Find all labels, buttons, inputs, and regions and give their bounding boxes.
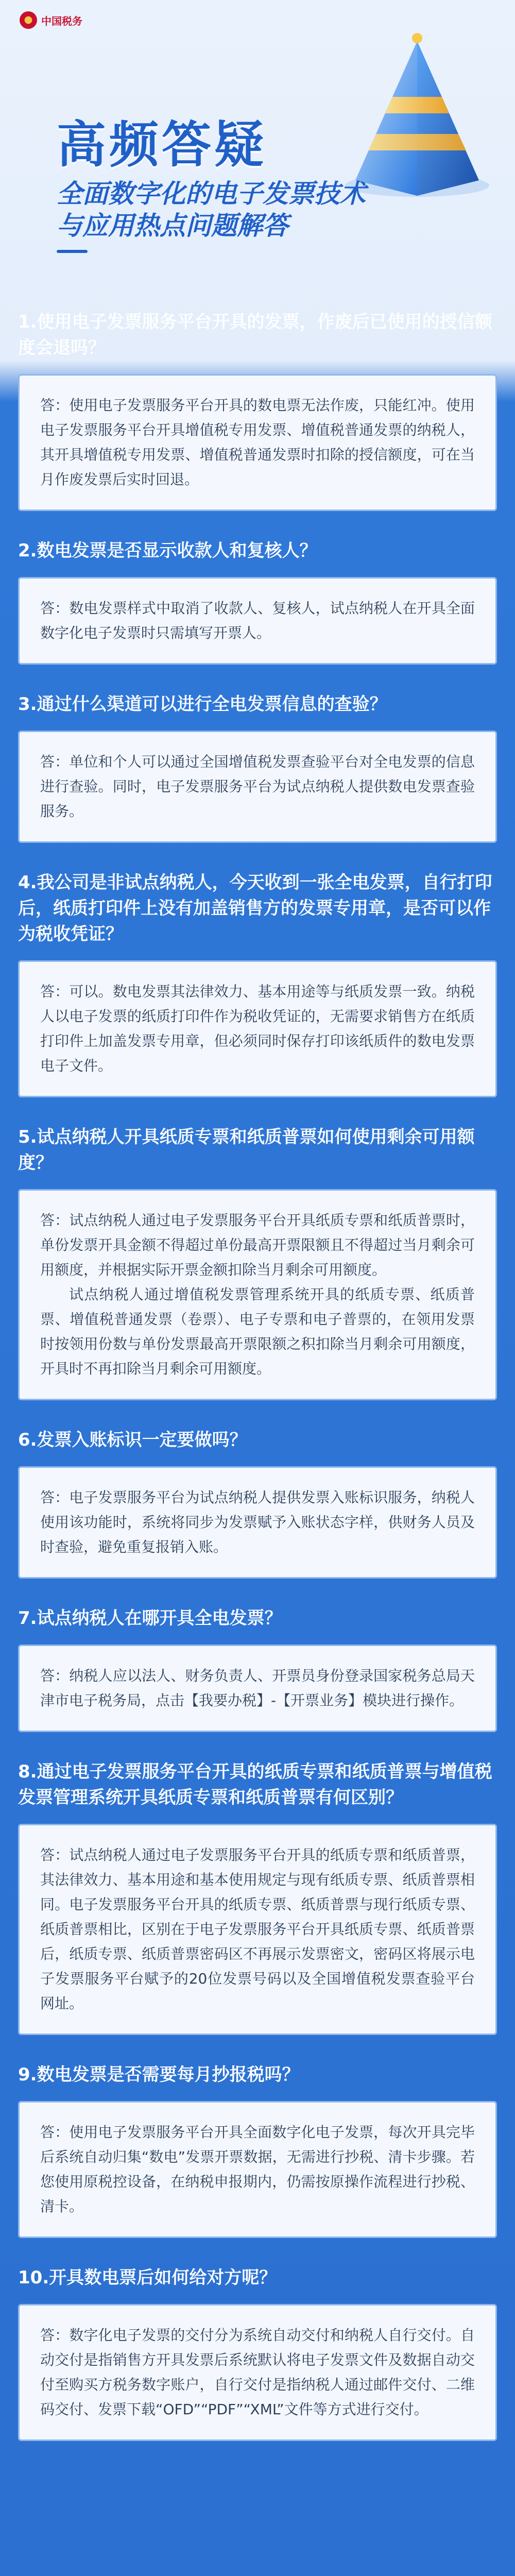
answer-card xyxy=(18,2101,497,2238)
qa-item xyxy=(18,1759,497,2035)
qa-item xyxy=(18,1427,497,1579)
question-heading: 5.试点纳税人开具纸质专票和纸质普票如何使用剩余可用额度？ xyxy=(18,1127,475,1173)
question-heading: 10.开具数电票后如何给对方呢？ xyxy=(18,2267,277,2288)
question-heading: 7.试点纳税人在哪开具全电发票？ xyxy=(18,1608,282,1629)
qa-list xyxy=(18,309,497,2468)
answer-text: 答：试点纳税人通过电子发票服务平台开具纸质专票和纸质普票时，单份发票开具金额不得超过单份最高开票限额且不得超过当月剩余可用额度，并根据实际开票金额扣除当月剩余可用额度。 xyxy=(40,1212,475,1278)
answer-card xyxy=(18,374,497,511)
answer-card xyxy=(18,1824,497,2035)
question-heading: 6.发票入账标识一定要做吗？ xyxy=(18,1430,247,1450)
question-heading: 4.我公司是非试点纳税人，今天收到一张全电发票，自行打印后，纸质打印件上没有加盖销售方的发票专用章，是否可以作为税收凭证？ xyxy=(18,872,492,944)
qa-item xyxy=(18,2062,497,2238)
qa-item xyxy=(18,538,497,665)
qa-item xyxy=(18,2265,497,2441)
qa-item xyxy=(18,1124,497,1400)
answer-text: 答：单位和个人可以通过全国增值税发票查验平台对全电发票的信息进行查验。同时，电子发票服务平台为试点纳税人提供数电发票查验服务。 xyxy=(40,753,475,820)
tax-emblem-icon xyxy=(20,11,37,29)
answer-text: 答：试点纳税人通过电子发票服务平台开具的纸质专票和纸质普票，其法律效力、基本用途和基本使用规定与现有纸质专票、纸质普票相同。电子发票服务平台开具的纸质专票、纸质普票与现行纸质专票、纸质普票相比，区别在于电子发票服务平台开具纸质专票、纸质普票后，纸质专票、纸质普票密码区不再展示发票密文，密码区将展示电子发票服务平台赋予的20位发票号码以及全国增值税发票查验平台网址。 xyxy=(40,1846,475,2012)
answer-text: 答：使用电子发票服务平台开具全面数字化电子发票，每次开具完毕后系统自动归集“数电”发票开票数据，无需进行抄税、清卡步骤。若您使用原税控设备，在纳税申报期内，仍需按原操作流程进行抄税、清卡。 xyxy=(40,2124,475,2215)
answer-card xyxy=(18,1645,497,1732)
hero-header xyxy=(0,0,515,309)
answer-text: 答：使用电子发票服务平台开具的数电票无法作废，只能红冲。使用电子发票服务平台开具增值税专用发票、增值税普通发票的纳税人，其开具增值税专用发票、增值税普通发票时扣除的授信额度，可在当月作废发票后实时回退。 xyxy=(40,397,475,488)
title-divider xyxy=(57,250,88,253)
page-title: 高频答疑 xyxy=(57,116,267,174)
question-heading: 8.通过电子发票服务平台开具的纸质专票和纸质普票与增值税发票管理系统开具纸质专票和纸质普票有何区别？ xyxy=(18,1761,492,1808)
logo-text: 中国税务 xyxy=(41,14,82,27)
tax-logo xyxy=(20,11,82,29)
qa-item xyxy=(18,1605,497,1732)
answer-text: 试点纳税人通过增值税发票管理系统开具的纸质专票、纸质普票、增值税普通发票（卷票）、电子专票和电子普票的，在领用发票时按领用份数与单份发票最高开票限额之积扣除当月剩余可用额度，开具时不再扣除当月剩余可用额度。 xyxy=(40,1286,475,1377)
question-heading: 1.使用电子发票服务平台开具的发票，作废后已使用的授信额度会退吗？ xyxy=(18,312,492,358)
qa-item xyxy=(18,691,497,843)
answer-card xyxy=(18,577,497,665)
page-subtitle: 全面数字化的电子发票技术与应用热点问题解答 xyxy=(57,179,366,241)
answer-card xyxy=(18,731,497,843)
answer-text: 答：数电发票样式中取消了收款人、复核人，试点纳税人在开具全面数字化电子发票时只需填写开票人。 xyxy=(40,600,475,641)
question-heading: 3.通过什么渠道可以进行全电发票信息的查验？ xyxy=(18,694,387,715)
answer-card xyxy=(18,2304,497,2441)
qa-item xyxy=(18,870,497,1097)
answer-card xyxy=(18,960,497,1097)
question-heading: 9.数电发票是否需要每月抄报税吗？ xyxy=(18,2064,300,2085)
answer-card xyxy=(18,1466,497,1579)
answer-text: 答：可以。数电发票其法律效力、基本用途等与纸质发票一致。纳税人以电子发票的纸质打印件作为税收凭证的，无需要求销售方在纸质打印件上加盖发票专用章，但必须同时保存打印该纸质件的数电发票电子文件。 xyxy=(40,983,475,1074)
qa-item xyxy=(18,309,497,511)
answer-card xyxy=(18,1189,497,1400)
answer-text: 答：数字化电子发票的交付分为系统自动交付和纳税人自行交付。自动交付是指销售方开具发票后系统默认将电子发票文件及数据自动交付至购买方税务数字账户，自行交付是指纳税人通过邮件交付、二维码交付、发票下载“OFD”“PDF”“XML”文件等方式进行交付。 xyxy=(40,2327,475,2418)
question-heading: 2.数电发票是否显示收款人和复核人？ xyxy=(18,540,317,561)
pyramid-illustration-icon xyxy=(340,31,494,201)
answer-text: 答：电子发票服务平台为试点纳税人提供发票入账标识服务，纳税人使用该功能时，系统将同步为发票赋予入账状态字样，供财务人员及时查验，避免重复报销入账。 xyxy=(40,1489,475,1555)
answer-text: 答：纳税人应以法人、财务负责人、开票员身份登录国家税务总局天津市电子税务局，点击【我要办税】-【开票业务】模块进行操作。 xyxy=(40,1667,475,1709)
